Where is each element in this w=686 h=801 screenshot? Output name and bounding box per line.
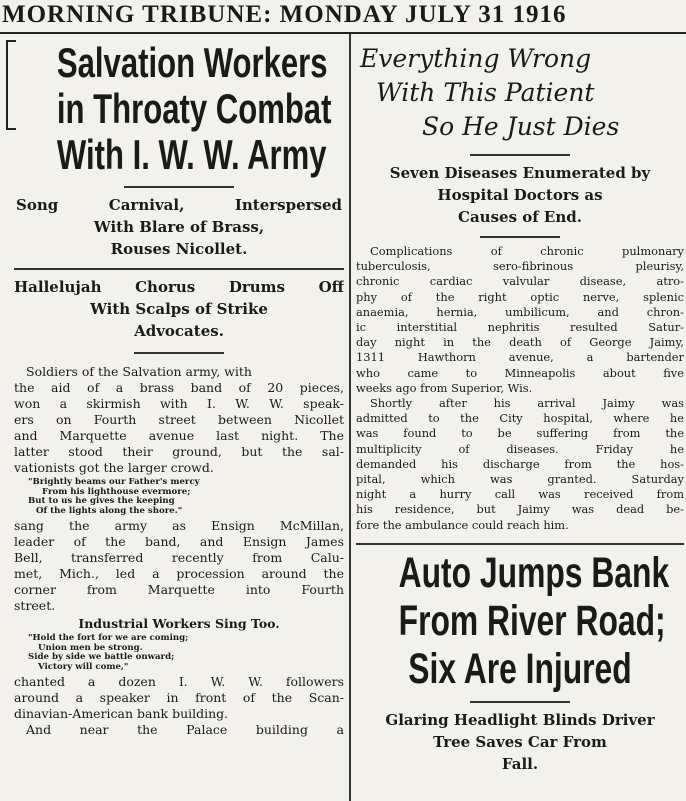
deck-line: With Scalps of Strike — [90, 300, 268, 318]
paragraph-line: ers on Fourth street between Nicollet — [14, 412, 344, 427]
salvation-deck-two — [14, 276, 344, 342]
paragraph-line: demanded his discharge from the hos- — [356, 456, 684, 471]
paragraph-line: And near the Palace building a — [26, 722, 344, 737]
paragraph-line: who came to Minneapolis about five — [356, 365, 684, 380]
headline-line: Six Are Injured — [408, 644, 632, 693]
paragraph-line: dinavian-American bank building. — [14, 706, 229, 721]
deck-line: Fall. — [501, 754, 539, 773]
story-separator — [356, 543, 684, 545]
paragraph-line: leader of the band, and Ensign James — [14, 534, 344, 549]
paragraph-line: pital, which was granted. Saturday — [356, 472, 684, 487]
headline-line: in Throaty Combat — [56, 85, 332, 132]
paragraph-line: his residence, but Jaimy was dead be- — [356, 502, 684, 517]
headline-line: With This Patient — [376, 78, 595, 107]
deck-line: Hallelujah Chorus Drums Off — [14, 278, 344, 296]
salvation-body — [14, 364, 344, 738]
hymn-verse — [28, 478, 344, 516]
verse-line: "Hold the fort for we are coming; — [28, 633, 189, 643]
left-column — [14, 34, 344, 801]
paragraph-line: phy of the right optic nerve, splenic — [356, 289, 684, 304]
paragraph-line: day night in the death of George Jaimy, — [356, 335, 684, 350]
paragraph-line: the aid of a brass band of 20 pieces, — [14, 380, 344, 395]
verse-line: "Brightly beams our Father's mercy — [28, 477, 200, 487]
headline-line: Everything Wrong — [360, 44, 592, 73]
paragraph-line: fore the ambulance could reach him. — [356, 517, 569, 532]
deck-line: Seven Diseases Enumerated by — [389, 164, 651, 182]
paragraph-line: multiplicity of diseases. Friday he — [356, 441, 684, 456]
headline-line: Auto Jumps Bank — [398, 548, 670, 597]
paragraph-line: vationists got the larger crowd. — [14, 460, 214, 475]
paragraph-line: tuberculosis, sero-fibrinous pleurisy, — [356, 259, 684, 274]
verse-line: Union men be strong. — [38, 642, 143, 653]
masthead — [2, 0, 686, 30]
patient-headline — [356, 42, 684, 144]
paragraph-line: Shortly after his arrival Jaimy was — [370, 396, 684, 411]
paragraph-line: street. — [14, 598, 56, 613]
patient-deck — [356, 162, 684, 228]
iww-song — [28, 634, 344, 672]
deck-line: Causes of End. — [458, 208, 582, 226]
paragraph-line: corner from Marquette into Fourth — [14, 582, 344, 597]
paragraph-line: weeks ago from Superior, Wis. — [356, 380, 533, 395]
paragraph-line: Bell, transferred recently from Calu- — [14, 550, 344, 565]
paragraph-line: Soldiers of the Salvation army, with — [26, 364, 252, 379]
column-divider — [349, 34, 351, 801]
auto-headline — [356, 549, 684, 693]
paragraph-line: and Marquette avenue last night. The — [14, 428, 344, 443]
paragraph-line: 1311 Hawthorn avenue, a bartender — [356, 350, 684, 365]
right-column — [356, 34, 684, 801]
deck-line: Rouses Nicollet. — [110, 240, 248, 258]
paragraph-line: was found to be suffering from the — [356, 426, 684, 441]
paragraph-line: ic interstitial nephritis resulted Satur- — [356, 320, 684, 335]
industrial-workers-subhead: Industrial Workers Sing Too. — [78, 616, 280, 631]
headline-line: With I. W. W. Army — [56, 131, 327, 178]
verse-line: Victory will come," — [38, 661, 129, 672]
paragraph-line: admitted to the City hospital, where he — [356, 411, 684, 426]
headline-line: So He Just Dies — [422, 112, 620, 141]
paragraph-line: around a speaker in front of the Scan- — [14, 690, 344, 705]
paragraph-line: latter stood their ground, but the sal- — [14, 444, 344, 459]
auto-deck — [356, 709, 684, 775]
masthead-title: MORNING TRIBUNE: MONDAY JULY 31 1916 — [2, 1, 567, 28]
headline-divider — [470, 154, 570, 156]
story-divider — [134, 352, 224, 354]
verse-line: But to us he gives the keeping — [28, 496, 175, 506]
verse-line: Side by side we battle onward; — [28, 652, 175, 662]
headline-divider — [124, 186, 234, 188]
story-divider — [480, 236, 560, 238]
paragraph-line: night a hurry call was received from — [356, 487, 684, 502]
deck-line: Hospital Doctors as — [437, 186, 603, 204]
headline-divider — [470, 701, 570, 703]
paragraph-line: Complications of chronic pulmonary — [370, 244, 684, 258]
deck-line: Advocates. — [134, 322, 224, 340]
deck-line: Glaring Headlight Blinds Driver — [385, 710, 655, 729]
verse-line: Of the lights along the shore." — [36, 505, 183, 516]
deck-line: Song Carnival, Interspersed — [16, 196, 342, 214]
deck-divider — [14, 268, 344, 270]
verse-line: From his lighthouse evermore; — [42, 486, 191, 497]
paragraph-line: chronic cardiac valvular disease, atro- — [356, 274, 684, 289]
deck-line: With Blare of Brass, — [93, 218, 265, 236]
patient-body — [356, 244, 684, 533]
salvation-deck-one — [14, 194, 344, 260]
paragraph-line: chanted a dozen I. W. W. followers — [14, 674, 344, 689]
salvation-headline — [14, 40, 344, 178]
paragraph-line: anaemia, hernia, umbilicum, and chron- — [356, 304, 684, 319]
paragraph-line: won a skirmish with I. W. W. speak- — [14, 396, 344, 411]
paragraph-line: sang the army as Ensign McMillan, — [14, 518, 344, 533]
headline-line: From River Road; — [398, 596, 666, 645]
deck-line: Tree Saves Car From — [433, 732, 607, 751]
headline-line: Salvation Workers — [56, 39, 328, 86]
paragraph-line: met, Mich., led a procession around the — [14, 566, 344, 581]
